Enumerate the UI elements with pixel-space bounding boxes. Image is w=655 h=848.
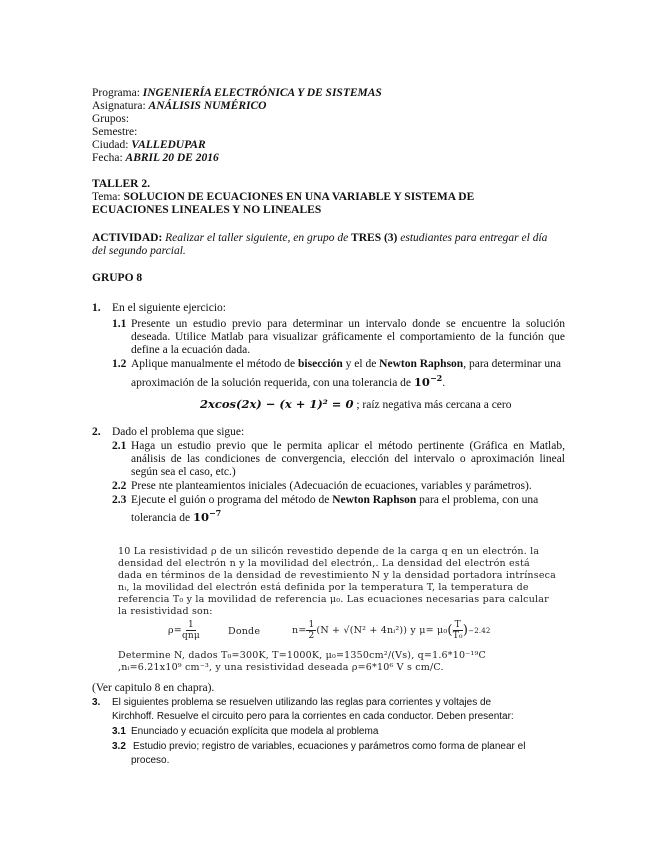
scan-line-5: referencia T₀ y la movilidad de referencia μ₀. Las ecuaciones necesarias para calcular xyxy=(118,594,549,605)
p2-number: 2. xyxy=(92,426,101,438)
scan-formula-rho: ρ= $\frac{1}{\text{qnμ}}$ xyxy=(168,620,200,641)
p3-1-text: Enunciado y ecuación explícita que modela al problema xyxy=(131,726,379,737)
tema-line-2: ECUACIONES LINEALES Y NO LINEALES xyxy=(92,204,322,216)
p3-2-line-2: proceso. xyxy=(131,755,170,766)
taller-title: TALLER 2. xyxy=(92,178,150,190)
programa-value: INGENIERÍA ELECTRÓNICA Y DE SISTEMAS xyxy=(142,87,382,99)
p1-equation-line: 2xcos(2x) − (x + 1)² = 0 ; raíz negativa más cercana a cero xyxy=(200,397,512,411)
p1-equation: 2xcos(2x) − (x + 1)² = 0 xyxy=(200,397,354,411)
fecha-line: Fecha: ABRIL 20 DE 2016 xyxy=(92,152,219,164)
p3-2-number: 3.2 xyxy=(112,741,126,752)
p1-1-line-2: deseada. Utilice Matlab para visualizar gráficamente el comportamiento de la función que xyxy=(131,331,565,343)
p3-line-1: El siguientes problema se resuelven utilizando las reglas para corrientes y voltajes de xyxy=(112,697,492,708)
p2-1-number: 2.1 xyxy=(112,440,127,452)
scan-line-1: 10 La resistividad ρ de un silicón revestido depende de la carga q en un electrón. la xyxy=(118,546,540,557)
tema-line-1: Tema: SOLUCION DE ECUACIONES EN UNA VARIABLE Y SISTEMA DE xyxy=(92,191,475,203)
p2-3-number: 2.3 xyxy=(112,494,127,506)
p2-3-line-1: Ejecute el guión o programa del método de Newton Raphson para el problema, con una xyxy=(131,494,539,506)
p3-number: 3. xyxy=(92,697,101,708)
ciudad-line: Ciudad: VALLEDUPAR xyxy=(92,139,206,151)
p2-1-line-2: análisis de las condiciones de convergencia, elección del intervalo o aproximación lineal xyxy=(131,453,565,465)
scan-donde: Donde xyxy=(228,626,261,637)
p1-1-number: 1.1 xyxy=(112,318,127,330)
scan-line-9: ,nᵢ=6.21x10⁹ cm⁻³, y una resistividad deseada ρ=6*10⁶ V s cm/C. xyxy=(118,662,444,673)
scan-formula-n: n= $\frac{1}{2}$ (N + √(N² + 4nᵢ²)) y μ= μ₀ ( $\frac{T}{\text{T₀}}$ ) −2.42 xyxy=(292,620,491,641)
p2-tolerance: $10^{-7}$ xyxy=(192,508,222,524)
semestre-line: Semestre: xyxy=(92,126,138,138)
scan-line-3: dada en términos de la densidad de revestimiento N y la densidad portadora intrínseca xyxy=(118,570,557,581)
p2-3-line-2: tolerancia de $10^{-7}$ xyxy=(131,508,222,524)
p1-tolerance: $10^{-2}$ xyxy=(413,373,443,389)
asignatura-value: ANÁLISIS NUMÉRICO xyxy=(148,100,267,112)
p1-2-line-2: aproximación de la solución requerida, con una tolerancia de $10^{-2}$. xyxy=(131,373,446,389)
scan-line-8: Determine N, dados T₀=300K, T=1000K, μ₀=1350cm²/(Vs), q=1.6*10⁻¹⁹C xyxy=(118,650,486,661)
scan-line-6: la resistividad son: xyxy=(118,606,213,617)
grupos-line: Grupos: xyxy=(92,113,130,125)
p3-2-line-1: Estudio previo; registro de variables, ecuaciones y parámetros como forma de planear el xyxy=(133,741,526,752)
p1-1-line-3: define a la ecuación dada. xyxy=(131,344,251,356)
scan-line-4: nᵢ, la movilidad del electrón está definida por la temperatura T, la temperatura de xyxy=(118,582,529,593)
p2-2-line-1: Prese nte planteamientos iniciales (Adecuación de ecuaciones, variables y parámetros). xyxy=(131,480,532,492)
p2-2-number: 2.2 xyxy=(112,480,127,492)
p1-2-line-1: Aplique manualmente el método de bisección y el de Newton Raphson, para determinar una xyxy=(131,358,561,370)
p3-1-number: 3.1 xyxy=(112,726,126,737)
p2-1-line-3: según sea el caso, etc.) xyxy=(131,466,236,478)
scan-line-2: densidad del electrón n y la movilidad del electrón,. La densidad del electrón está xyxy=(118,558,530,569)
p1-number: 1. xyxy=(92,302,101,314)
actividad-line-1: ACTIVIDAD: Realizar el taller siguiente, en grupo de TRES (3) estudiantes para entregar el día xyxy=(92,232,548,244)
p1-intro: En el siguiente ejercicio: xyxy=(112,302,226,314)
actividad-line-2: del segundo parcial. xyxy=(92,245,186,257)
p1-1-line-1: Presente un estudio previo para determinar un intervalo donde se encuentre la solución xyxy=(131,318,565,330)
chapra-reference: (Ver capitulo 8 en chapra). xyxy=(92,682,215,694)
grupo-heading: GRUPO 8 xyxy=(92,272,143,284)
p2-1-line-1: Haga un estudio previo que le permita aplicar el método pertinente (Gráfica en Matlab, xyxy=(131,440,565,452)
asignatura-line: Asignatura: ANÁLISIS NUMÉRICO xyxy=(92,100,267,112)
fecha-value: ABRIL 20 DE 2016 xyxy=(125,152,219,164)
p3-line-2: Kirchhoff. Resuelve el circuito pero para la corrientes en cada conductor. Deben presentar: xyxy=(112,711,514,722)
ciudad-value: VALLEDUPAR xyxy=(131,139,206,151)
programa-line: Programa: INGENIERÍA ELECTRÓNICA Y DE SISTEMAS xyxy=(92,87,382,99)
p1-2-number: 1.2 xyxy=(112,358,127,370)
p2-intro: Dado el problema que sigue: xyxy=(112,426,245,438)
